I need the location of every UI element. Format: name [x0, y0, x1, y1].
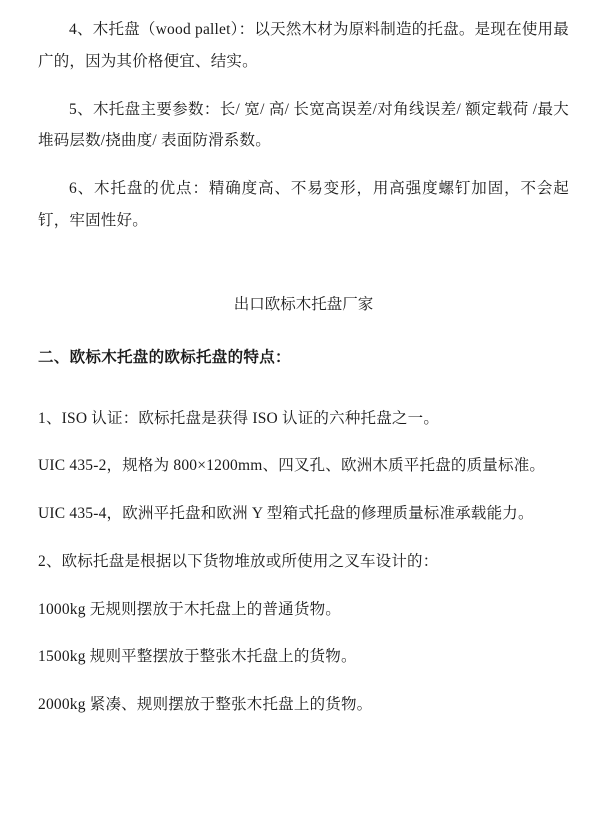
paragraph-spacer	[38, 482, 569, 498]
paragraph-spacer	[38, 578, 569, 594]
paragraph-uic-435-4: UIC 435-4，欧洲平托盘和欧洲 Y 型箱式托盘的修理质量标准承载能力。	[38, 505, 534, 523]
paragraph-spacer	[38, 625, 569, 641]
paragraph-item-4: 4、木托盘（wood pallet）：以天然木材为原料制造的托盘。是现在使用最广的，因为其价格便宜、结实。	[38, 21, 569, 70]
paragraph-uic-435-2: UIC 435-2，规格为 800×1200mm、四叉孔、欧洲木质平托盘的质量标准。	[38, 457, 546, 475]
section-heading-two: 二、欧标木托盘的欧标托盘的特点：	[38, 348, 291, 366]
section-spacer	[38, 243, 569, 289]
paragraph-load-1000kg: 1000kg 无规则摆放于木托盘上的普通货物。	[38, 600, 341, 618]
paragraph-spacer	[38, 84, 569, 94]
paragraph-spacer	[38, 530, 569, 546]
heading-spacer	[38, 373, 569, 403]
paragraph-item-5: 5、木托盘主要参数：长/ 宽/ 高/ 长宽高误差/对角线误差/ 额定载荷 /最大堆码层数/挠曲度/ 表面防滑系数。	[38, 100, 569, 150]
paragraph-spacer	[38, 673, 569, 689]
paragraph-spacer	[38, 163, 569, 173]
paragraph-design-basis: 2、欧标托盘是根据以下货物堆放或所使用之叉车设计的：	[38, 552, 439, 570]
paragraph-load-1500kg: 1500kg 规则平整摆放于整张木托盘上的货物。	[38, 648, 357, 666]
title-spacer	[38, 320, 569, 342]
paragraph-load-2000kg: 2000kg 紧凑、规则摆放于整张木托盘上的货物。	[38, 696, 373, 714]
paragraph-item-6: 6、木托盘的优点：精确度高、不易变形，用高强度螺钉加固，不会起钉，牢固性好。	[38, 180, 569, 229]
paragraph-spacer	[38, 434, 569, 450]
paragraph-iso-certification: 1、ISO 认证：欧标托盘是获得 ISO 认证的六种托盘之一。	[38, 409, 440, 427]
center-title: 出口欧标木托盘厂家	[233, 295, 374, 313]
